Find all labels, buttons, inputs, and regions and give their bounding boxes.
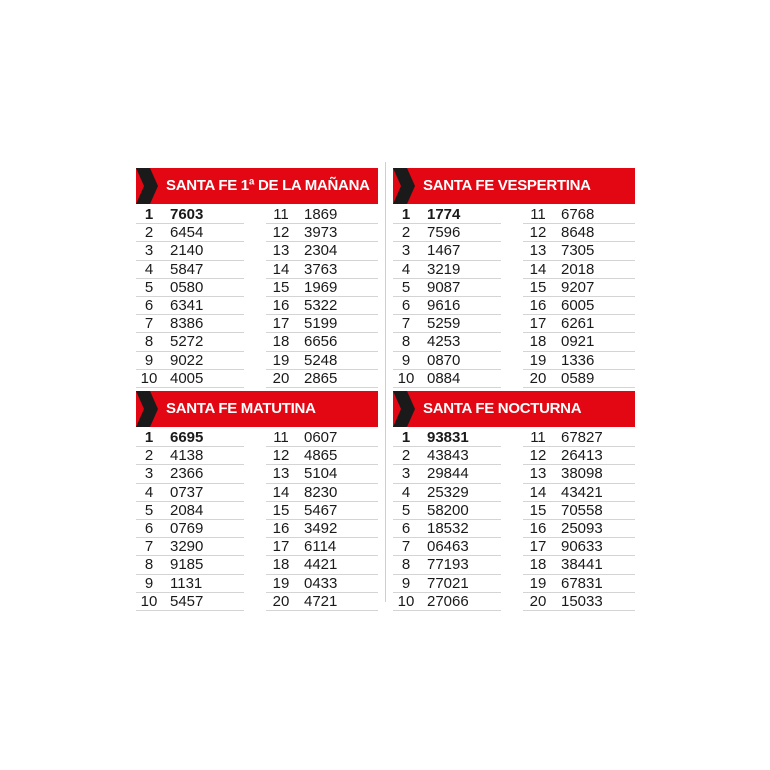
result-row — [136, 502, 244, 520]
result-position: 14 — [529, 483, 547, 501]
result-position: 9 — [144, 351, 154, 369]
result-position: 3 — [401, 242, 411, 260]
result-position: 8 — [401, 333, 411, 351]
result-row — [266, 370, 378, 388]
result-position: 19 — [529, 351, 547, 369]
result-row — [523, 242, 635, 260]
result-position: 11 — [530, 429, 546, 447]
panel-santa-fe-vespertina — [393, 168, 635, 388]
result-position: 4 — [144, 483, 154, 501]
chevron-icon — [393, 168, 417, 204]
result-number: 18532 — [427, 520, 469, 538]
result-number: 2140 — [170, 242, 204, 260]
result-row — [136, 447, 244, 465]
result-row — [136, 242, 244, 260]
result-number: 8648 — [561, 224, 595, 242]
result-number: 7596 — [427, 224, 461, 242]
result-position: 20 — [529, 369, 547, 387]
result-row — [136, 370, 244, 388]
result-position: 17 — [272, 315, 290, 333]
result-number: 26413 — [561, 447, 603, 465]
result-position: 6 — [144, 520, 154, 538]
result-position: 19 — [272, 574, 290, 592]
chevron-icon — [393, 391, 417, 427]
result-position: 14 — [272, 483, 290, 501]
results-column-left — [393, 206, 501, 388]
result-number: 93831 — [427, 429, 469, 447]
result-number: 5199 — [304, 315, 338, 333]
result-row — [136, 224, 244, 242]
panel-santa-fe-primera-manana — [136, 168, 378, 388]
result-row — [523, 447, 635, 465]
results-column-left — [136, 206, 244, 388]
result-number: 6005 — [561, 297, 595, 315]
result-row — [523, 224, 635, 242]
result-row — [523, 484, 635, 502]
result-number: 2018 — [561, 260, 595, 278]
result-number: 29844 — [427, 465, 469, 483]
results-column-right — [523, 206, 635, 388]
result-position: 18 — [272, 556, 290, 574]
panel-title: SANTA FE MATUTINA — [166, 400, 316, 417]
result-number: 0580 — [170, 278, 204, 296]
result-position: 17 — [529, 315, 547, 333]
result-row — [266, 575, 378, 593]
result-position: 6 — [144, 297, 154, 315]
result-row — [136, 261, 244, 279]
result-number: 67831 — [561, 574, 603, 592]
result-position: 18 — [529, 556, 547, 574]
panel-title: SANTA FE VESPERTINA — [423, 177, 591, 194]
result-position: 5 — [144, 501, 154, 519]
result-row — [393, 502, 501, 520]
result-number: 4005 — [170, 369, 204, 387]
result-position: 11 — [530, 206, 546, 224]
result-position: 1 — [144, 206, 154, 224]
result-number: 3763 — [304, 260, 338, 278]
result-number: 0433 — [304, 574, 338, 592]
result-position: 6 — [401, 520, 411, 538]
result-row — [266, 556, 378, 574]
result-row — [393, 556, 501, 574]
result-row — [266, 242, 378, 260]
result-position: 4 — [401, 260, 411, 278]
result-number: 2304 — [304, 242, 338, 260]
result-number: 1869 — [304, 206, 338, 224]
result-number: 25329 — [427, 483, 469, 501]
result-position: 7 — [401, 538, 411, 556]
result-number: 43421 — [561, 483, 603, 501]
result-position: 18 — [272, 333, 290, 351]
result-position: 1 — [401, 429, 411, 447]
result-row — [393, 206, 501, 224]
result-row — [266, 297, 378, 315]
result-row — [393, 370, 501, 388]
result-row — [393, 242, 501, 260]
panel-header — [393, 168, 635, 204]
result-position: 19 — [272, 351, 290, 369]
result-row — [523, 206, 635, 224]
result-number: 3492 — [304, 520, 338, 538]
result-number: 70558 — [561, 501, 603, 519]
result-position: 20 — [272, 369, 290, 387]
result-position: 2 — [401, 224, 411, 242]
result-position: 18 — [529, 333, 547, 351]
result-row — [266, 447, 378, 465]
result-row — [393, 261, 501, 279]
result-position: 20 — [529, 592, 547, 610]
result-position: 1 — [401, 206, 411, 224]
result-position: 14 — [272, 260, 290, 278]
result-row — [266, 333, 378, 351]
result-row — [523, 297, 635, 315]
result-number: 4421 — [304, 556, 338, 574]
result-row — [136, 333, 244, 351]
result-number: 6261 — [561, 315, 595, 333]
result-row — [136, 593, 244, 611]
result-number: 7305 — [561, 242, 595, 260]
results-column-left — [136, 429, 244, 611]
result-row — [266, 352, 378, 370]
result-number: 38441 — [561, 556, 603, 574]
result-number: 06463 — [427, 538, 469, 556]
result-number: 0921 — [561, 333, 595, 351]
result-number: 2366 — [170, 465, 204, 483]
result-row — [266, 538, 378, 556]
result-row — [266, 429, 378, 447]
result-number: 4721 — [304, 592, 338, 610]
results-column-right — [266, 206, 378, 388]
result-row — [393, 484, 501, 502]
result-row — [523, 465, 635, 483]
result-row — [393, 538, 501, 556]
result-number: 77021 — [427, 574, 469, 592]
result-position: 13 — [529, 242, 547, 260]
result-number: 77193 — [427, 556, 469, 574]
result-position: 15 — [272, 501, 290, 519]
result-position: 11 — [273, 206, 289, 224]
result-number: 38098 — [561, 465, 603, 483]
result-number: 0870 — [427, 351, 461, 369]
result-row — [523, 261, 635, 279]
result-number: 6114 — [304, 538, 337, 556]
result-row — [266, 520, 378, 538]
result-row — [523, 333, 635, 351]
result-number: 5457 — [170, 592, 204, 610]
result-row — [266, 484, 378, 502]
result-number: 27066 — [427, 592, 469, 610]
result-row — [523, 429, 635, 447]
chevron-icon — [136, 168, 160, 204]
result-position: 20 — [272, 592, 290, 610]
result-row — [523, 279, 635, 297]
result-position: 15 — [529, 501, 547, 519]
result-row — [393, 429, 501, 447]
result-position: 17 — [529, 538, 547, 556]
result-position: 14 — [529, 260, 547, 278]
result-position: 8 — [144, 333, 154, 351]
result-position: 17 — [272, 538, 290, 556]
result-row — [266, 261, 378, 279]
result-number: 1131 — [170, 574, 203, 592]
result-position: 10 — [397, 592, 415, 610]
result-position: 16 — [529, 297, 547, 315]
result-position: 5 — [401, 278, 411, 296]
result-row — [393, 279, 501, 297]
result-row — [523, 502, 635, 520]
panel-santa-fe-matutina — [136, 391, 378, 611]
result-position: 16 — [272, 520, 290, 538]
result-number: 0737 — [170, 483, 204, 501]
result-row — [136, 520, 244, 538]
result-number: 3219 — [427, 260, 461, 278]
result-row — [136, 484, 244, 502]
result-number: 0589 — [561, 369, 595, 387]
result-position: 9 — [401, 351, 411, 369]
result-number: 2865 — [304, 369, 338, 387]
result-position: 3 — [144, 242, 154, 260]
result-number: 6656 — [304, 333, 338, 351]
result-row — [523, 538, 635, 556]
result-row — [136, 315, 244, 333]
result-number: 4138 — [170, 447, 204, 465]
result-number: 5259 — [427, 315, 461, 333]
center-divider — [385, 162, 386, 602]
result-position: 13 — [272, 242, 290, 260]
result-number: 5272 — [170, 333, 204, 351]
result-number: 58200 — [427, 501, 469, 519]
result-number: 1969 — [304, 278, 338, 296]
result-position: 8 — [401, 556, 411, 574]
result-row — [136, 556, 244, 574]
result-position: 7 — [144, 315, 154, 333]
chevron-icon — [136, 391, 160, 427]
result-position: 12 — [529, 447, 547, 465]
result-row — [266, 465, 378, 483]
result-number: 9185 — [170, 556, 204, 574]
panel-header — [393, 391, 635, 427]
result-number: 0607 — [304, 429, 338, 447]
result-position: 9 — [144, 574, 154, 592]
result-row — [393, 333, 501, 351]
result-position: 10 — [140, 592, 158, 610]
result-number: 0884 — [427, 369, 461, 387]
result-position: 4 — [401, 483, 411, 501]
result-number: 6341 — [170, 297, 204, 315]
result-number: 1336 — [561, 351, 595, 369]
result-row — [136, 352, 244, 370]
result-position: 6 — [401, 297, 411, 315]
result-number: 25093 — [561, 520, 603, 538]
result-row — [393, 297, 501, 315]
result-position: 16 — [529, 520, 547, 538]
result-row — [393, 465, 501, 483]
result-row — [393, 224, 501, 242]
result-row — [393, 315, 501, 333]
result-number: 9087 — [427, 278, 461, 296]
result-position: 4 — [144, 260, 154, 278]
result-row — [523, 370, 635, 388]
result-position: 11 — [273, 429, 289, 447]
result-row — [136, 297, 244, 315]
result-position: 12 — [529, 224, 547, 242]
result-number: 9207 — [561, 278, 595, 296]
result-row — [523, 352, 635, 370]
result-row — [136, 575, 244, 593]
result-position: 7 — [401, 315, 411, 333]
result-number: 1467 — [427, 242, 461, 260]
result-row — [393, 352, 501, 370]
result-number: 7603 — [170, 206, 204, 224]
panel-title: SANTA FE 1ª DE LA MAÑANA — [166, 177, 370, 194]
result-row — [266, 206, 378, 224]
result-number: 5248 — [304, 351, 338, 369]
panel-header — [136, 168, 378, 204]
result-position: 13 — [529, 465, 547, 483]
result-row — [136, 465, 244, 483]
result-position: 19 — [529, 574, 547, 592]
result-number: 5104 — [304, 465, 338, 483]
results-column-left — [393, 429, 501, 611]
result-number: 3973 — [304, 224, 338, 242]
result-number: 8230 — [304, 483, 338, 501]
result-row — [136, 429, 244, 447]
result-position: 10 — [397, 369, 415, 387]
result-number: 15033 — [561, 592, 603, 610]
panel-header — [136, 391, 378, 427]
result-row — [523, 520, 635, 538]
result-row — [523, 556, 635, 574]
result-number: 6768 — [561, 206, 595, 224]
result-row — [266, 593, 378, 611]
result-row — [136, 206, 244, 224]
result-number: 1774 — [427, 206, 461, 224]
result-number: 43843 — [427, 447, 469, 465]
result-position: 15 — [272, 278, 290, 296]
result-number: 90633 — [561, 538, 603, 556]
result-row — [523, 593, 635, 611]
result-position: 1 — [144, 429, 154, 447]
result-position: 2 — [144, 224, 154, 242]
results-column-right — [523, 429, 635, 611]
result-position: 10 — [140, 369, 158, 387]
result-row — [523, 575, 635, 593]
result-row — [393, 593, 501, 611]
result-position: 7 — [144, 538, 154, 556]
result-row — [393, 447, 501, 465]
result-position: 16 — [272, 297, 290, 315]
result-position: 3 — [144, 465, 154, 483]
result-number: 6454 — [170, 224, 204, 242]
result-number: 4865 — [304, 447, 338, 465]
result-row — [136, 279, 244, 297]
result-number: 5847 — [170, 260, 204, 278]
result-position: 3 — [401, 465, 411, 483]
result-row — [266, 279, 378, 297]
result-number: 5467 — [304, 501, 338, 519]
result-row — [136, 538, 244, 556]
result-number: 9616 — [427, 297, 461, 315]
result-number: 8386 — [170, 315, 204, 333]
result-position: 12 — [272, 224, 290, 242]
result-position: 15 — [529, 278, 547, 296]
result-position: 8 — [144, 556, 154, 574]
results-column-right — [266, 429, 378, 611]
result-number: 2084 — [170, 501, 204, 519]
result-row — [393, 520, 501, 538]
result-row — [393, 575, 501, 593]
result-row — [523, 315, 635, 333]
result-number: 67827 — [561, 429, 603, 447]
result-row — [266, 224, 378, 242]
result-position: 12 — [272, 447, 290, 465]
result-number: 0769 — [170, 520, 204, 538]
result-position: 2 — [144, 447, 154, 465]
result-number: 4253 — [427, 333, 461, 351]
result-number: 3290 — [170, 538, 204, 556]
result-row — [266, 502, 378, 520]
result-position: 9 — [401, 574, 411, 592]
panel-santa-fe-nocturna — [393, 391, 635, 611]
result-number: 9022 — [170, 351, 204, 369]
result-number: 6695 — [170, 429, 204, 447]
result-position: 2 — [401, 447, 411, 465]
result-position: 5 — [401, 501, 411, 519]
result-position: 13 — [272, 465, 290, 483]
result-number: 5322 — [304, 297, 338, 315]
result-position: 5 — [144, 278, 154, 296]
result-row — [266, 315, 378, 333]
panel-title: SANTA FE NOCTURNA — [423, 400, 582, 417]
